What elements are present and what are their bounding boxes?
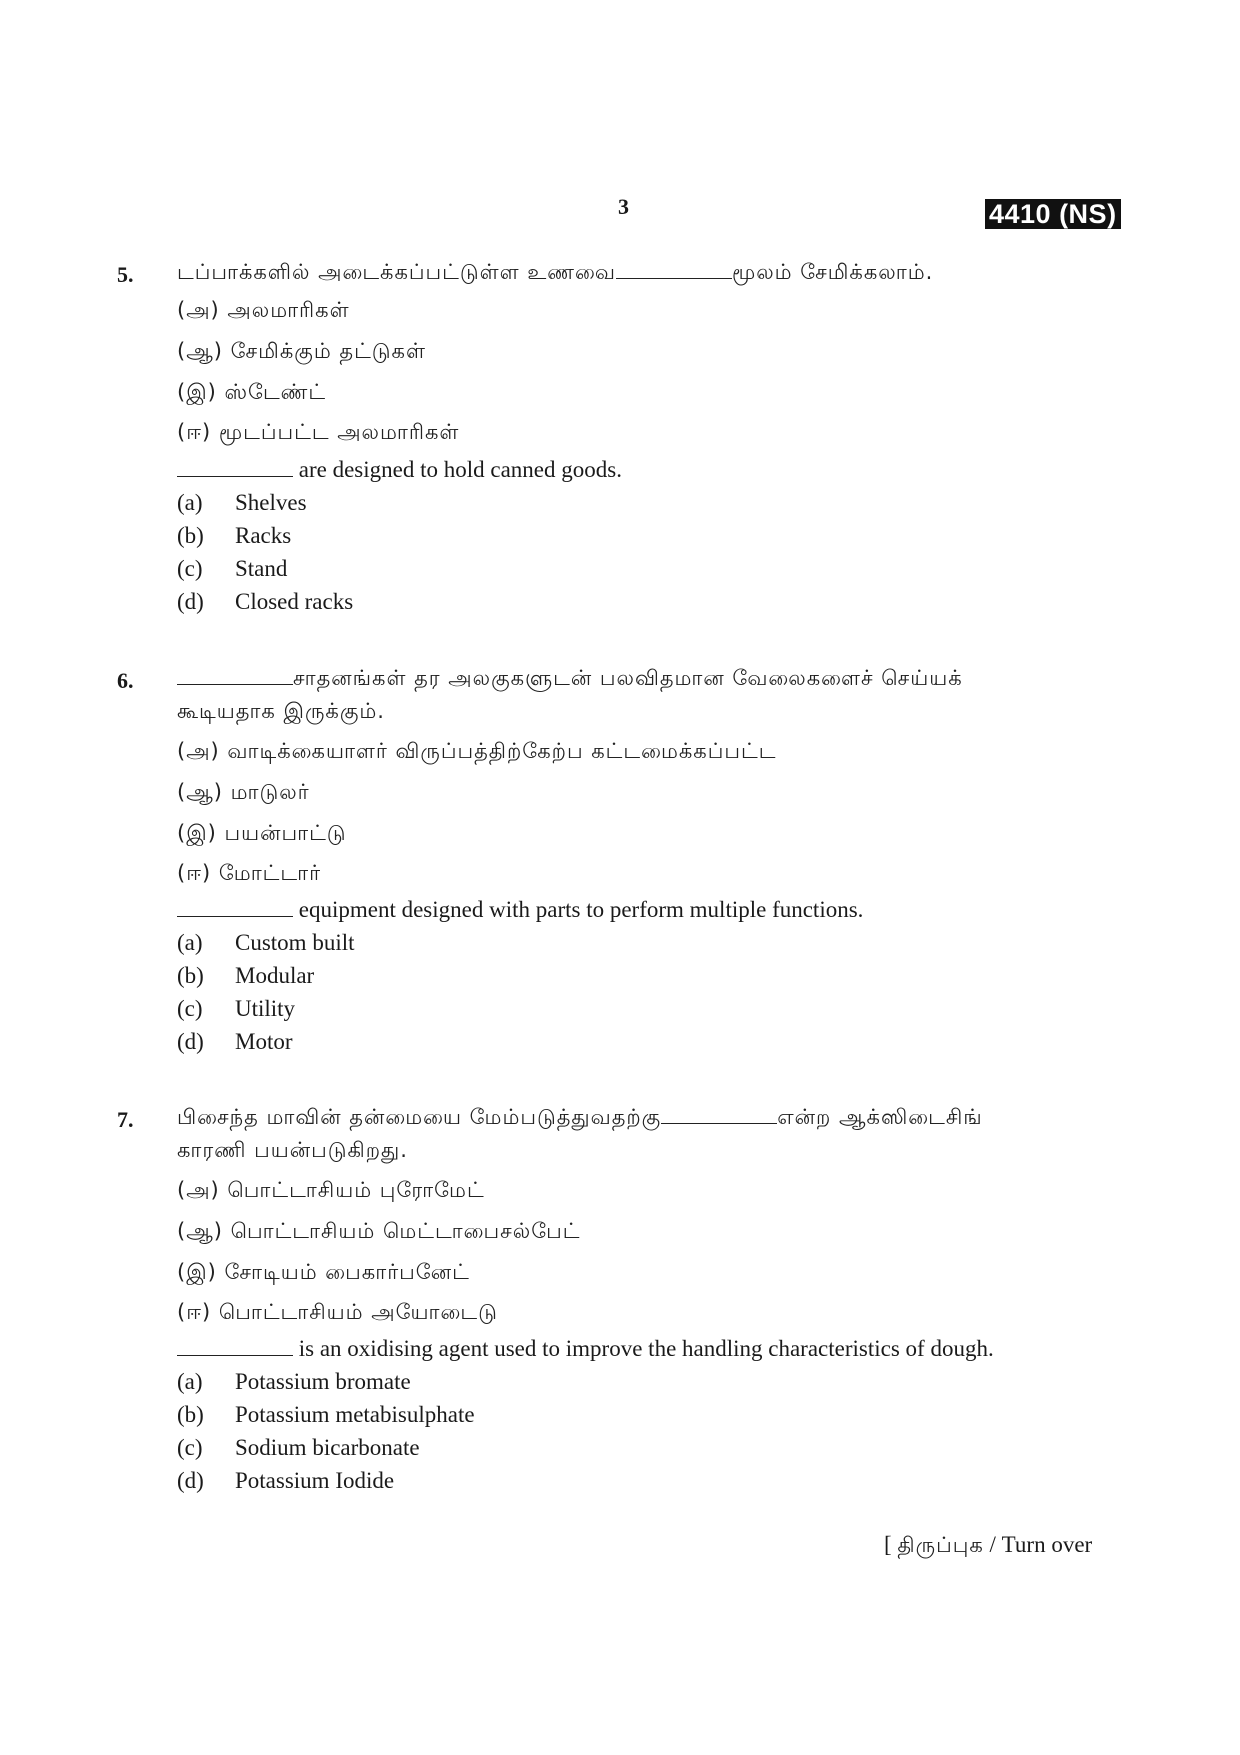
option-label: (d): [177, 1029, 204, 1054]
tamil-stem-continued: [177, 699, 385, 726]
footer-bracket: [: [884, 1532, 892, 1557]
option-label: (d): [177, 1468, 204, 1493]
tamil-option: [177, 861, 321, 888]
option-text: மாடுலர்: [230, 780, 310, 804]
tamil-stem-continued: [177, 1138, 408, 1165]
option-label: (அ): [177, 739, 220, 763]
question-number: 6.: [117, 668, 134, 693]
tamil-option: [177, 339, 426, 366]
paper-code-badge: 4410 (NS): [985, 199, 1121, 229]
option-label: (இ): [177, 821, 217, 845]
option-label: (c): [177, 556, 203, 581]
tamil-stem: [177, 258, 933, 287]
tamil-stem-part3: காரணி பயன்படுகிறது.: [177, 1138, 408, 1162]
option-label: (d): [177, 589, 204, 614]
answer-blank: [177, 664, 293, 685]
english-stem-text: are designed to hold canned goods.: [298, 457, 622, 482]
option-text: Potassium metabisulphate: [235, 1402, 475, 1427]
tamil-option: [177, 380, 326, 407]
option-text: Custom built: [235, 930, 355, 955]
option-text: Modular: [235, 963, 315, 988]
option-text: Racks: [235, 523, 292, 548]
footer-english: Turn over: [1001, 1532, 1093, 1557]
tamil-option: [177, 1178, 485, 1205]
tamil-stem-part1: சாதனங்கள் தர அலகுகளுடன் பலவிதமான வேலைகளைச் செய்யக்: [293, 666, 963, 690]
english-stem-text: is an oxidising agent used to improve the handling characteristics of dough.: [298, 1336, 994, 1361]
answer-blank: [661, 1103, 777, 1124]
option-text: சேமிக்கும் தட்டுகள்: [230, 339, 426, 363]
option-label: (ஈ): [177, 861, 212, 885]
option-text: பொட்டாசியம் அயோடைடு: [218, 1300, 498, 1324]
option-text: பயன்பாட்டு: [224, 821, 347, 845]
option-label: (b): [177, 963, 204, 988]
option-label: (ஈ): [177, 420, 212, 444]
option-label: (b): [177, 1402, 204, 1427]
turn-over-note: [884, 1532, 1092, 1560]
question-number: 5.: [117, 262, 134, 287]
answer-blank: [177, 896, 293, 917]
option-text: Sodium bicarbonate: [235, 1435, 420, 1460]
option-label: (b): [177, 523, 204, 548]
option-text: Stand: [235, 556, 288, 581]
option-label: (ஆ): [177, 780, 223, 804]
tamil-option: [177, 420, 459, 447]
tamil-option: [177, 1219, 580, 1246]
tamil-stem-part2: என்ற ஆக்ஸிடைசிங்: [777, 1105, 983, 1129]
option-text: பொட்டாசியம் புரோமேட்: [227, 1178, 485, 1202]
option-label: (a): [177, 1369, 203, 1394]
option-label: (இ): [177, 1260, 217, 1284]
option-label: (a): [177, 930, 203, 955]
option-label: (c): [177, 996, 203, 1021]
tamil-option: [177, 298, 350, 325]
tamil-stem-part2: கூடியதாக இருக்கும்.: [177, 699, 385, 723]
tamil-option: [177, 780, 310, 807]
tamil-stem: [177, 1103, 983, 1132]
tamil-option: [177, 739, 776, 766]
option-text: Potassium Iodide: [235, 1468, 395, 1493]
answer-blank: [177, 1335, 293, 1356]
tamil-option: [177, 1300, 498, 1327]
option-label: (அ): [177, 1178, 220, 1202]
tamil-option: [177, 821, 347, 848]
option-text: மூடப்பட்ட அலமாரிகள்: [218, 420, 460, 444]
tamil-option: [177, 1260, 470, 1287]
option-label: (இ): [177, 380, 217, 404]
footer-tamil: திருப்புக: [897, 1533, 984, 1557]
option-text: ஸ்டேண்ட்: [224, 380, 327, 404]
tamil-stem-part2: மூலம் சேமிக்கலாம்.: [731, 260, 934, 284]
page-number: 3: [618, 194, 629, 219]
option-text: Shelves: [235, 490, 307, 515]
option-label: (ஆ): [177, 339, 223, 363]
option-text: அலமாரிகள்: [227, 298, 350, 322]
option-label: (a): [177, 490, 203, 515]
question-number: 7.: [117, 1107, 134, 1132]
option-text: Potassium bromate: [235, 1369, 411, 1394]
english-stem: [177, 1335, 994, 1362]
tamil-stem: [177, 664, 963, 693]
option-label: (ஈ): [177, 1300, 212, 1324]
option-text: பொட்டாசியம் மெட்டாபைசல்பேட்: [230, 1219, 581, 1243]
option-text: வாடிக்கையாளர் விருப்பத்திற்கேற்ப கட்டமைக்கப்பட்ட: [227, 739, 777, 763]
option-text: சோடியம் பைகார்பனேட்: [224, 1260, 470, 1284]
option-text: Closed racks: [235, 589, 354, 614]
english-stem: [177, 456, 622, 483]
answer-blank: [616, 258, 732, 279]
answer-blank: [177, 456, 293, 477]
option-text: Utility: [235, 996, 296, 1021]
option-label: (அ): [177, 298, 220, 322]
option-label: (c): [177, 1435, 203, 1460]
option-text: மோட்டார்: [218, 861, 322, 885]
option-label: (ஆ): [177, 1219, 223, 1243]
english-stem: [177, 896, 863, 923]
tamil-stem-part1: டப்பாக்களில் அடைக்கப்பட்டுள்ள உணவை: [177, 260, 616, 284]
footer-separator: /: [989, 1532, 996, 1557]
option-text: Motor: [235, 1029, 293, 1054]
english-stem-text: equipment designed with parts to perform multiple functions.: [298, 897, 864, 922]
tamil-stem-part1: பிசைந்த மாவின் தன்மையை மேம்படுத்துவதற்கு: [177, 1105, 662, 1129]
